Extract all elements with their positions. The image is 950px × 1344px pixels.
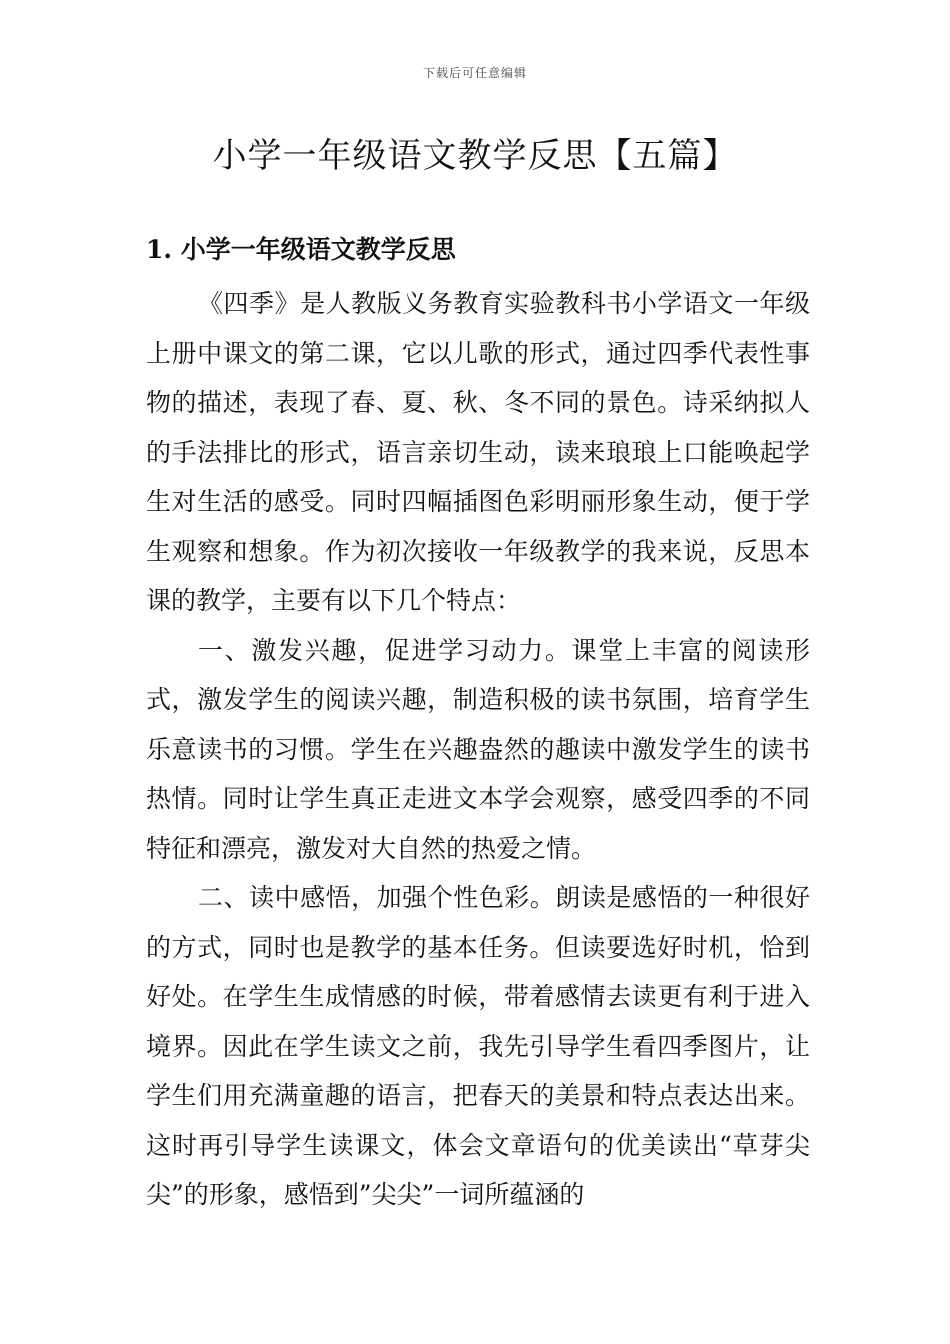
section-heading: 1. 小学一年级语文教学反思 (146, 235, 456, 264)
header-note: 下载后可任意编辑 (422, 66, 527, 80)
body-text (146, 279, 810, 1220)
paragraph-point-two: 二、读中感悟，加强个性色彩。朗读是感悟的一种很好的方式，同时也是教学的基本任务。但读要选好时机，恰到好处。在学生生成情感的时候，带着感情去读更有利于进入境界。因此在学生读文之前，我先引导学生看四季图片，让学生们用充满童趣的语言，把春天的美景和特点表达出来。这时再引导学生读课文，体会文章语句的优美读出“草芽尖尖”的形象，感悟到”尖尖”一词所蕴涵的 (146, 883, 810, 1209)
document-title: 小学一年级语文教学反思【五篇】 (212, 136, 738, 176)
paragraph-intro: 《四季》是人教版义务教育实验教科书小学语文一年级上册中课文的第二课，它以儿歌的形式，通过四季代表性事物的描述，表现了春、夏、秋、冬不同的景色。诗采纳拟人的手法排比的形式，语言亲切生动，读来琅琅上口能唤起学生对生活的感受。同时四幅插图色彩明丽形象生动，便于学生观察和想象。作为初次接收一年级教学的我来说，反思本课的教学，主要有以下几个特点： (146, 289, 810, 615)
paragraph-point-one: 一、激发兴趣，促进学习动力。课堂上丰富的阅读形式，激发学生的阅读兴趣，制造积极的读书氛围，培育学生乐意读书的习惯。学生在兴趣盎然的趣读中激发学生的读书热情。同时让学生真正走进文本学会观察，感受四季的不同特征和漂亮，激发对大自然的热爱之情。 (146, 635, 810, 863)
